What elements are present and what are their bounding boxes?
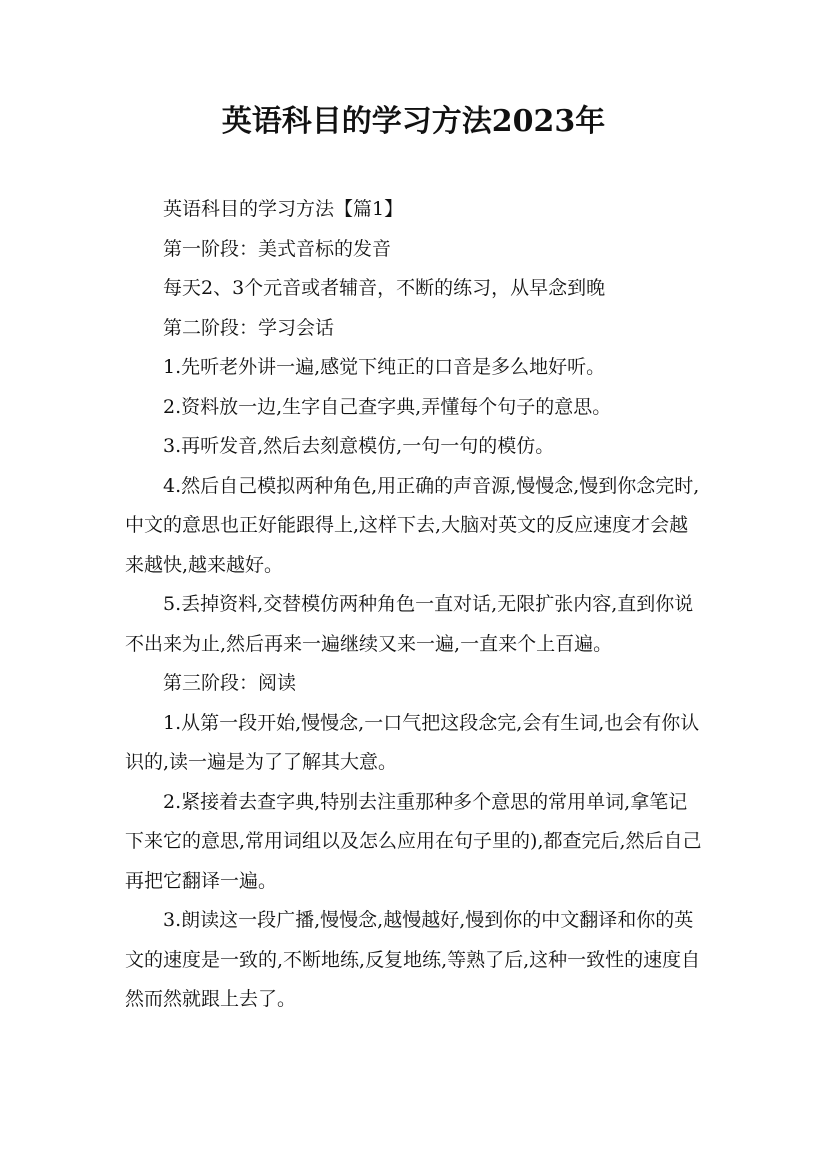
document-body bbox=[125, 190, 705, 1020]
stage3-step-3: 3.朗读这一段广播,慢慢念,越慢越好,慢到你的中文翻译和你的英文的速度是一致的,不断地练,反复地练,等熟了后,这种一致性的速度自然而然就跟上去了。 bbox=[125, 909, 701, 1010]
stage1-heading: 第一阶段：美式音标的发音 bbox=[163, 237, 392, 260]
section-heading: 英语科目的学习方法【篇1】 bbox=[163, 198, 404, 220]
stage2-step-3: 3.再听发音,然后去刻意模仿,一句一句的模仿。 bbox=[163, 435, 555, 457]
document-title: 英语科目的学习方法2023年 bbox=[221, 104, 606, 139]
stage2-step-1: 1.先听老外讲一遍,感觉下纯正的口音是多么地好听。 bbox=[163, 356, 606, 378]
stage2-step-2: 2.资料放一边,生字自己查字典,弄懂每个句子的意思。 bbox=[163, 395, 612, 418]
stage3-heading: 第三阶段：阅读 bbox=[163, 672, 297, 694]
stage1-text: 每天2、3个元音或者辅音，不断的练习，从早念到晚 bbox=[163, 277, 606, 299]
stage2-step-5: 5.丢掉资料,交替模仿两种角色一直对话,无限扩张内容,直到你说不出来为止,然后再来一遍继续又来一遍,一直来个上百遍。 bbox=[125, 593, 694, 655]
stage3-step-1: 1.从第一段开始,慢慢念,一口气把这段念完,会有生词,也会有你认识的,读一遍是为了了解其大意。 bbox=[125, 711, 700, 773]
stage2-heading: 第二阶段：学习会话 bbox=[163, 316, 335, 339]
stage2-step-4: 4.然后自己模拟两种角色,用正确的声音源,慢慢念,慢到你念完时,中文的意思也正好能跟得上,这样下去,大脑对英文的反应速度才会越来越快,越来越好。 bbox=[125, 474, 700, 576]
stage3-step-2: 2.紧接着去查字典,特别去注重那种多个意思的常用单词,拿笔记下来它的意思,常用词组以及怎么应用在句子里的),都查完后,然后自己再把它翻译一遍。 bbox=[125, 790, 702, 892]
